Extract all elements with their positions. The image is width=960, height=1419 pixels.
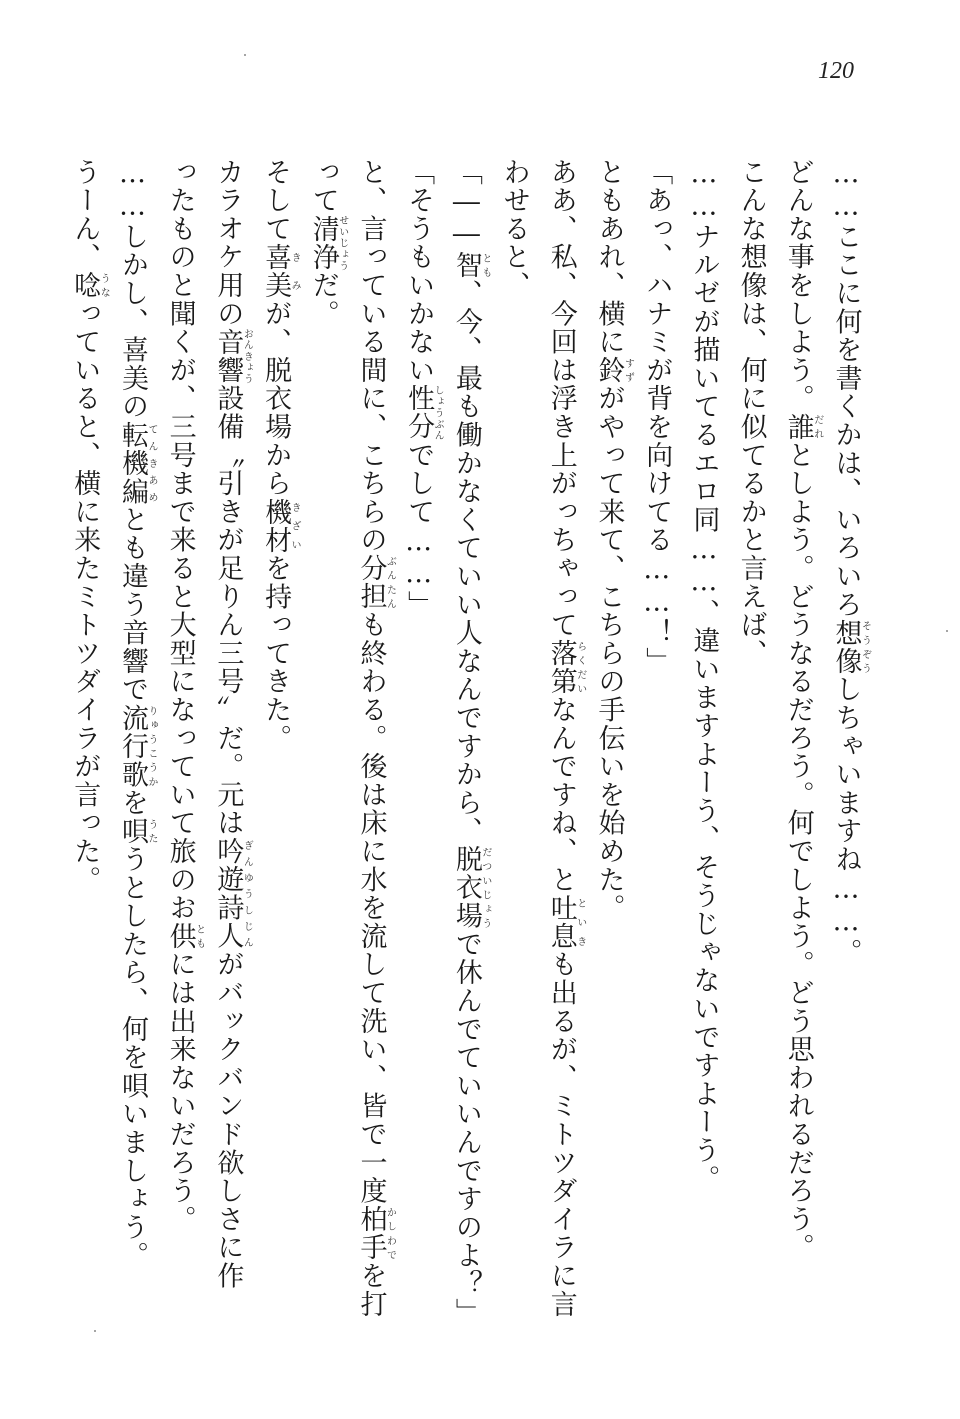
text-run: で休んでていいんですのよ？」 <box>450 930 482 1327</box>
text-run: 設備〝引きが足りん三号〟だ。元は <box>212 384 244 838</box>
text-column <box>347 158 395 1378</box>
text-run: も終わる。後は床に水を流して洗い、皆で一度 <box>355 610 387 1206</box>
text-column <box>490 158 537 1378</box>
text-column <box>443 158 491 1378</box>
furigana: おんきょう <box>241 327 253 385</box>
text-run: うーん、 <box>69 158 101 272</box>
ruby-word <box>355 1205 396 1262</box>
ruby-word <box>212 837 253 951</box>
text-run: とも違う音響で <box>116 505 148 704</box>
ruby-word <box>260 242 301 300</box>
furigana: ぶんたん <box>384 554 396 611</box>
text-run: ああ、私、今回は浮き上がっちゃって <box>545 158 577 640</box>
text-run: がバックバンド欲しさに作 <box>212 950 244 1291</box>
text-column <box>156 158 204 1378</box>
furigana: とも <box>479 250 491 280</box>
ruby-word <box>116 420 157 506</box>
text-column <box>727 158 774 1378</box>
ruby-word <box>782 412 823 442</box>
text-run: が、脱衣場から <box>260 299 292 498</box>
text-run: としよう。どうなるだろう。何でしよう。どう思われるだろう。 <box>782 441 814 1262</box>
ruby-base: 清浄 <box>307 214 339 272</box>
text-run: うとしたら、何を唄いましょう。 <box>116 845 148 1270</box>
ruby-word <box>164 922 205 951</box>
ruby-base: 音響 <box>212 327 244 385</box>
ruby-base: 機材 <box>260 497 292 555</box>
furigana: そうぞう <box>859 618 871 676</box>
furigana: とも <box>193 922 205 951</box>
text-column <box>680 158 727 1378</box>
text-run: カラオケ用の <box>212 158 244 328</box>
furigana: だついじょう <box>479 845 491 931</box>
text-run: こんな想像は、何に似てるかと言えば、 <box>735 158 767 668</box>
furigana: てんきあめ <box>145 420 157 506</box>
ruby-base: 智 <box>450 250 482 280</box>
text-run: には出来ないだろう。 <box>164 950 196 1234</box>
text-run: を打 <box>355 1261 387 1319</box>
text-run: ……ナルゼが描いてるエロ同……、違いますよーう、そうじゃないですよーう。 <box>688 158 720 1193</box>
ruby-word <box>545 893 586 951</box>
text-run: ……しかし、喜美の <box>116 158 148 421</box>
ruby-base: 流行歌 <box>116 703 148 789</box>
furigana: きざい <box>289 497 301 555</box>
furigana: ぎんゆうしじん <box>241 837 253 951</box>
text-run: 、今、最も働かなくていい人なんですから、 <box>450 279 482 846</box>
ruby-base: 誰 <box>782 412 814 442</box>
text-run: しちゃいますね……。 <box>830 675 862 967</box>
text-column <box>538 158 586 1378</box>
furigana: かしわで <box>384 1205 396 1262</box>
text-run: ……ここに何を書くかは、いろいろ <box>830 158 862 619</box>
scan-speck <box>94 1330 96 1332</box>
text-column <box>775 158 823 1378</box>
text-column <box>109 158 157 1378</box>
ruby-base: 唄 <box>116 816 148 846</box>
text-run: そして <box>260 158 292 243</box>
furigana: うた <box>145 816 157 846</box>
furigana: りゅうこうか <box>145 703 157 789</box>
furigana: らくだい <box>574 639 586 696</box>
ruby-base: 分担 <box>355 554 387 611</box>
ruby-word <box>830 618 871 676</box>
text-run: 「そうもいかない <box>403 158 435 385</box>
furigana: といき <box>574 893 586 951</box>
ruby-word <box>545 639 586 696</box>
ruby-base: 転機編 <box>116 420 148 506</box>
text-run: どんな事をしよう。 <box>782 158 814 413</box>
ruby-word <box>403 384 444 442</box>
ruby-base: 喜美 <box>260 242 292 300</box>
furigana: だれ <box>811 412 823 442</box>
text-run: も出るが、ミトツダイラに言 <box>545 950 577 1319</box>
ruby-word <box>116 816 157 846</box>
ruby-base: 想像 <box>830 618 862 676</box>
text-column <box>585 158 633 1378</box>
ruby-base: 吟遊詩人 <box>212 837 244 951</box>
text-column <box>300 158 348 1378</box>
text-run: を持ってきた。 <box>260 554 292 753</box>
text-run: なんですね、と <box>545 695 577 894</box>
text-run: を <box>116 788 148 817</box>
ruby-base: 供 <box>164 922 196 951</box>
text-run: ったものと聞くが、三号まで来ると大型になっていて旅のお <box>164 158 196 923</box>
furigana: きみ <box>289 242 301 300</box>
furigana: すず <box>622 356 634 385</box>
ruby-base: 脱衣場 <box>450 845 482 931</box>
text-run: って <box>307 158 339 215</box>
text-run: だ。 <box>307 271 339 328</box>
text-run: でして……」 <box>403 441 435 619</box>
text-run: わせると、 <box>498 158 530 300</box>
ruby-base: 性分 <box>403 384 435 442</box>
page-number: 120 <box>818 58 854 84</box>
scan-speck <box>244 54 246 56</box>
text-column <box>633 158 680 1378</box>
text-run: と、言っている間に、こちらの <box>355 158 387 555</box>
ruby-base: 鈴 <box>593 356 625 385</box>
text-column <box>822 158 870 1378</box>
text-column <box>61 158 109 1378</box>
ruby-word <box>260 497 301 555</box>
furigana: せいじょう <box>336 214 348 272</box>
ruby-word <box>450 250 491 280</box>
ruby-base: 柏手 <box>355 1205 387 1262</box>
ruby-base: 唸 <box>69 271 101 300</box>
ruby-word <box>116 703 157 789</box>
text-column <box>204 158 252 1378</box>
scan-speck <box>946 630 948 632</box>
text-column <box>252 158 300 1378</box>
text-run: がやって来て、こちらの手伝いを始めた。 <box>593 384 625 923</box>
text-run: ともあれ、横に <box>593 158 625 357</box>
text-run: 「―― <box>450 158 482 251</box>
ruby-word <box>593 356 634 385</box>
vertical-text-body <box>61 158 870 1378</box>
furigana: しょうぶん <box>432 384 444 442</box>
ruby-word <box>307 214 348 272</box>
ruby-word <box>69 271 110 300</box>
text-run: 「あっ、ハナミが背を向けてる……！」 <box>641 158 673 676</box>
ruby-word <box>212 327 253 385</box>
ruby-base: 落第 <box>545 639 577 696</box>
ruby-word <box>450 845 491 931</box>
ruby-word <box>355 554 396 611</box>
furigana: うな <box>98 271 110 300</box>
text-column <box>395 158 443 1378</box>
text-run: っていると、横に来たミトツダイラが言った。 <box>69 299 101 894</box>
ruby-base: 吐息 <box>545 893 577 951</box>
